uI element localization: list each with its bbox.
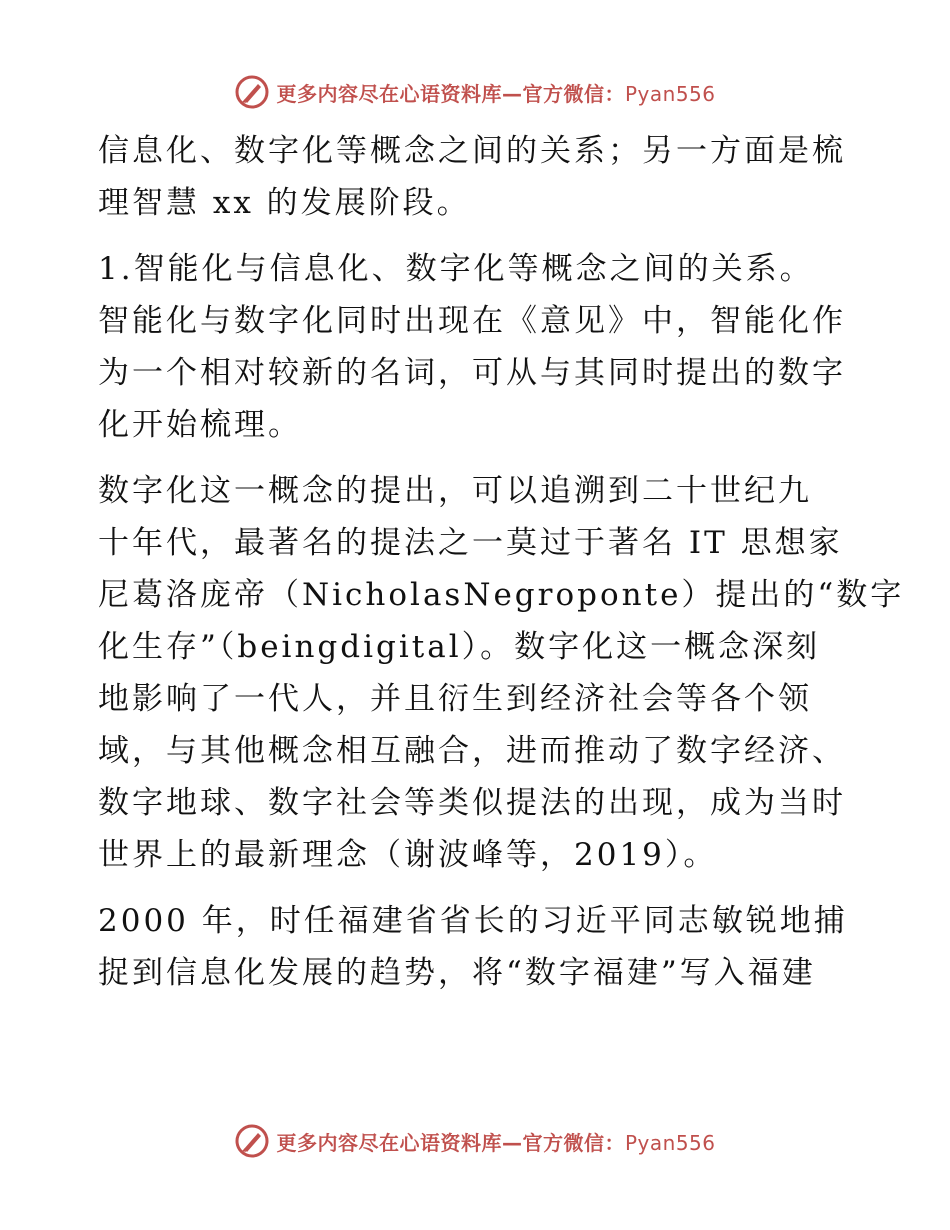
- text-line: 数字地球、数字社会等类似提法的出现，成为当时: [98, 785, 846, 821]
- text-line: 信息化、数字化等概念之间的关系；另一方面是梳: [98, 133, 846, 169]
- text-line: 域，与其他概念相互融合，进而推动了数字经济、: [98, 733, 846, 769]
- text-line: 十年代，最著名的提法之一莫过于著名 IT 思想家: [98, 525, 843, 561]
- paragraph: [98, 125, 858, 229]
- paragraph: [98, 243, 858, 451]
- watermark-wechat-id: Pyan556: [624, 81, 716, 106]
- text-line: 尼葛洛庞帝（NicholasNegroponte）提出的“数字: [98, 577, 905, 613]
- footer-watermark: [0, 1121, 950, 1161]
- watermark-text: [276, 1127, 715, 1156]
- text-line: 数字化这一概念的提出，可以追溯到二十世纪九: [98, 473, 812, 509]
- text-line: 为一个相对较新的名词，可从与其同时提出的数字: [98, 355, 846, 391]
- header-watermark: [0, 72, 950, 112]
- text-line: 地影响了一代人，并且衍生到经济社会等各个领: [98, 681, 812, 717]
- paragraph: [98, 895, 858, 999]
- watermark-label: 更多内容尽在心语资料库—官方微信：: [276, 81, 625, 106]
- text-line: 化开始梳理。: [98, 407, 302, 443]
- watermark-wechat-id: Pyan556: [624, 1130, 716, 1155]
- pen-seal-logo-icon: [234, 74, 270, 110]
- text-line: 世界上的最新理念（谢波峰等，2019）。: [98, 837, 718, 873]
- watermark-text: [276, 78, 715, 107]
- paragraph: [98, 465, 905, 881]
- text-line: 化生存”（beingdigital）。数字化这一概念深刻: [98, 629, 821, 665]
- watermark-label: 更多内容尽在心语资料库—官方微信：: [276, 1130, 625, 1155]
- text-line: 1.智能化与信息化、数字化等概念之间的关系。: [98, 251, 814, 287]
- text-line: 2000 年，时任福建省省长的习近平同志敏锐地捕: [98, 903, 848, 939]
- document-body: [98, 125, 905, 1013]
- text-line: 智能化与数字化同时出现在《意见》中，智能化作: [98, 303, 846, 339]
- text-line: 理智慧 xx 的发展阶段。: [98, 185, 471, 221]
- text-line: 捉到信息化发展的趋势，将“数字福建”写入福建: [98, 955, 816, 991]
- pen-seal-logo-icon: [234, 1123, 270, 1159]
